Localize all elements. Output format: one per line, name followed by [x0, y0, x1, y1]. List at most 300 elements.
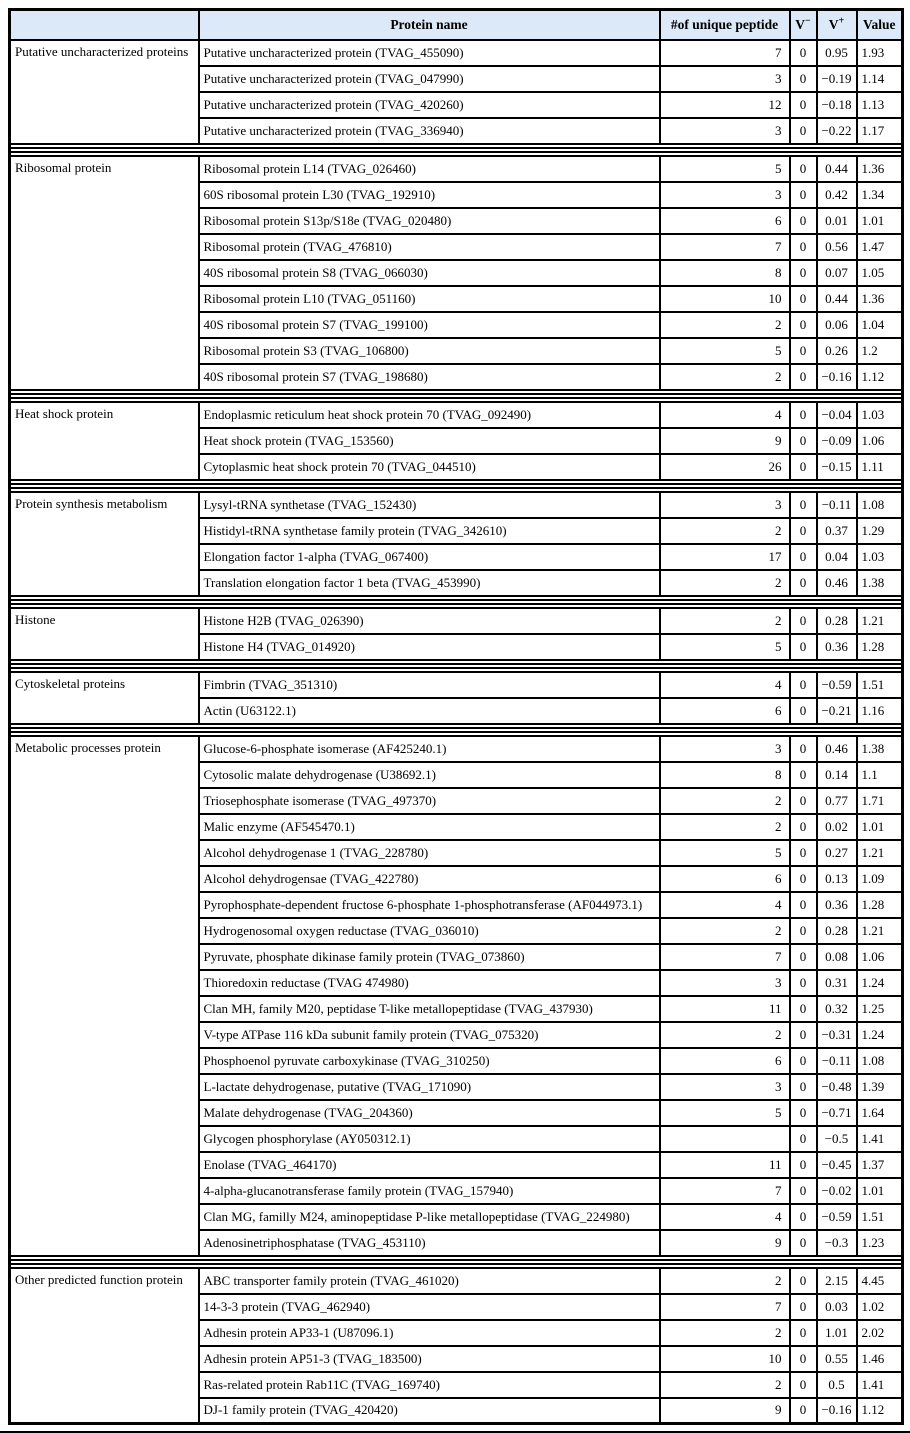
protein-name-cell: Cytosolic malate dehydrogenase (U38692.1) [199, 762, 660, 788]
protein-name-cell: Pyruvate, phosphate dikinase family protein (TVAG_073860) [199, 944, 660, 970]
v-minus-cell: 0 [790, 1268, 817, 1294]
value-cell: 1.03 [857, 402, 903, 428]
peptide-count-cell: 3 [660, 492, 790, 518]
v-plus-cell: 0.07 [817, 260, 857, 286]
protein-name-cell: ABC transporter family protein (TVAG_461020) [199, 1268, 660, 1294]
double-rule [11, 147, 901, 153]
v-minus-base: V [795, 16, 806, 32]
v-plus-cell: 0.02 [817, 814, 857, 840]
v-plus-cell: −0.16 [817, 1398, 857, 1424]
v-plus-cell: 0.42 [817, 182, 857, 208]
protein-row [10, 608, 903, 634]
value-cell: 1.12 [857, 364, 903, 390]
peptide-count-cell: 7 [660, 1178, 790, 1204]
category-cell: Putative uncharacterized proteins [10, 40, 199, 144]
value-cell: 1.36 [857, 156, 903, 182]
table-header [10, 10, 903, 40]
value-cell: 1.13 [857, 92, 903, 118]
protein-row [10, 40, 903, 66]
value-cell: 1.39 [857, 1074, 903, 1100]
value-cell: 1.01 [857, 814, 903, 840]
header-v-minus [790, 10, 817, 40]
v-plus-cell: −0.59 [817, 672, 857, 698]
value-cell: 1.01 [857, 208, 903, 234]
v-plus-cell: 0.44 [817, 156, 857, 182]
protein-name-cell: Alcohol dehydrogenase 1 (TVAG_228780) [199, 840, 660, 866]
v-plus-cell: 0.04 [817, 544, 857, 570]
v-minus-cell: 0 [790, 634, 817, 660]
protein-name-cell: L-lactate dehydrogenase, putative (TVAG_171090) [199, 1074, 660, 1100]
value-cell: 1.41 [857, 1372, 903, 1398]
value-cell: 1.37 [857, 1152, 903, 1178]
protein-name-cell: Phosphoenol pyruvate carboxykinase (TVAG_310250) [199, 1048, 660, 1074]
peptide-count-cell [660, 1126, 790, 1152]
protein-name-cell: Elongation factor 1-alpha (TVAG_067400) [199, 544, 660, 570]
peptide-count-cell: 5 [660, 338, 790, 364]
header-value: Value [857, 10, 903, 40]
peptide-count-cell: 3 [660, 736, 790, 762]
peptide-count-cell: 9 [660, 1398, 790, 1424]
v-plus-cell: 0.31 [817, 970, 857, 996]
value-cell: 1.1 [857, 762, 903, 788]
protein-name-cell: Heat shock protein (TVAG_153560) [199, 428, 660, 454]
v-minus-cell: 0 [790, 428, 817, 454]
protein-name-cell: Histidyl-tRNA synthetase family protein (TVAG_342610) [199, 518, 660, 544]
peptide-count-cell: 4 [660, 402, 790, 428]
double-rule [11, 1259, 901, 1265]
protein-name-cell: Ribosomal protein L14 (TVAG_026460) [199, 156, 660, 182]
value-cell: 1.38 [857, 736, 903, 762]
peptide-count-cell: 8 [660, 762, 790, 788]
value-cell: 1.08 [857, 492, 903, 518]
protein-name-cell: Actin (U63122.1) [199, 698, 660, 724]
value-cell: 1.12 [857, 1398, 903, 1424]
protein-name-cell: Malate dehydrogenase (TVAG_204360) [199, 1100, 660, 1126]
value-cell: 1.29 [857, 518, 903, 544]
v-minus-cell: 0 [790, 286, 817, 312]
v-plus-cell: −0.19 [817, 66, 857, 92]
protein-name-cell: Cytoplasmic heat shock protein 70 (TVAG_044510) [199, 454, 660, 480]
value-cell: 1.16 [857, 698, 903, 724]
section-separator [10, 660, 903, 672]
value-cell: 1.71 [857, 788, 903, 814]
v-plus-cell: 0.36 [817, 892, 857, 918]
protein-name-cell: Glycogen phosphorylase (AY050312.1) [199, 1126, 660, 1152]
v-minus-cell: 0 [790, 1346, 817, 1372]
v-plus-cell: −0.02 [817, 1178, 857, 1204]
v-minus-cell: 0 [790, 1372, 817, 1398]
value-cell: 1.93 [857, 40, 903, 66]
protein-name-cell: 60S ribosomal protein L30 (TVAG_192910) [199, 182, 660, 208]
v-minus-cell: 0 [790, 364, 817, 390]
peptide-count-cell: 6 [660, 1048, 790, 1074]
value-cell: 1.41 [857, 1126, 903, 1152]
protein-name-cell: 40S ribosomal protein S7 (TVAG_198680) [199, 364, 660, 390]
peptide-count-cell: 6 [660, 698, 790, 724]
v-plus-cell: 0.27 [817, 840, 857, 866]
v-minus-cell: 0 [790, 736, 817, 762]
peptide-count-cell: 7 [660, 944, 790, 970]
peptide-count-cell: 2 [660, 788, 790, 814]
v-minus-cell: 0 [790, 1294, 817, 1320]
v-minus-cell: 0 [790, 608, 817, 634]
v-minus-cell: 0 [790, 1230, 817, 1256]
v-plus-cell: 0.36 [817, 634, 857, 660]
peptide-count-cell: 4 [660, 672, 790, 698]
v-plus-cell: −0.04 [817, 402, 857, 428]
value-cell: 1.09 [857, 866, 903, 892]
v-plus-cell: 2.15 [817, 1268, 857, 1294]
category-cell: Metabolic processes protein [10, 736, 199, 1256]
v-plus-cell: 0.28 [817, 918, 857, 944]
peptide-count-cell: 9 [660, 428, 790, 454]
v-minus-cell: 0 [790, 814, 817, 840]
v-plus-cell: 0.37 [817, 518, 857, 544]
peptide-count-cell: 5 [660, 840, 790, 866]
protein-name-cell: 40S ribosomal protein S8 (TVAG_066030) [199, 260, 660, 286]
value-cell: 1.21 [857, 840, 903, 866]
protein-row [10, 156, 903, 182]
value-cell: 1.17 [857, 118, 903, 144]
v-minus-cell: 0 [790, 66, 817, 92]
peptide-count-cell: 2 [660, 1372, 790, 1398]
section-separator [10, 1256, 903, 1268]
double-rule [11, 393, 901, 399]
value-cell: 1.2 [857, 338, 903, 364]
protein-name-cell: 4-alpha-glucanotransferase family protein (TVAG_157940) [199, 1178, 660, 1204]
v-plus-cell: −0.11 [817, 492, 857, 518]
section-separator [10, 724, 903, 736]
peptide-count-cell: 2 [660, 518, 790, 544]
v-plus-cell: 0.44 [817, 286, 857, 312]
peptide-count-cell: 2 [660, 608, 790, 634]
peptide-count-cell: 3 [660, 970, 790, 996]
v-minus-cell: 0 [790, 182, 817, 208]
protein-name-cell: Ribosomal protein S3 (TVAG_106800) [199, 338, 660, 364]
v-plus-cell: 1.01 [817, 1320, 857, 1346]
peptide-count-cell: 4 [660, 892, 790, 918]
v-minus-cell: 0 [790, 156, 817, 182]
v-minus-cell: 0 [790, 1320, 817, 1346]
category-cell: Heat shock protein [10, 402, 199, 480]
v-plus-cell: −0.09 [817, 428, 857, 454]
peptide-count-cell: 3 [660, 182, 790, 208]
v-plus-cell: −0.16 [817, 364, 857, 390]
category-cell: Cytoskeletal proteins [10, 672, 199, 724]
v-minus-cell: 0 [790, 970, 817, 996]
value-cell: 1.14 [857, 66, 903, 92]
protein-name-cell: Adhesin protein AP33-1 (U87096.1) [199, 1320, 660, 1346]
v-minus-cell: 0 [790, 402, 817, 428]
peptide-count-cell: 2 [660, 1022, 790, 1048]
peptide-count-cell: 3 [660, 118, 790, 144]
category-cell: Protein synthesis metabolism [10, 492, 199, 596]
v-plus-cell: 0.46 [817, 570, 857, 596]
v-minus-cell: 0 [790, 918, 817, 944]
protein-name-cell: Adenosinetriphosphatase (TVAG_453110) [199, 1230, 660, 1256]
v-plus-cell: −0.18 [817, 92, 857, 118]
double-rule [11, 483, 901, 489]
protein-row [10, 1268, 903, 1294]
peptide-count-cell: 2 [660, 364, 790, 390]
v-minus-cell: 0 [790, 996, 817, 1022]
v-plus-cell: −0.21 [817, 698, 857, 724]
protein-name-cell: Putative uncharacterized protein (TVAG_047990) [199, 66, 660, 92]
v-plus-cell: −0.45 [817, 1152, 857, 1178]
v-minus-cell: 0 [790, 762, 817, 788]
double-rule [11, 663, 901, 669]
peptide-count-cell: 11 [660, 1152, 790, 1178]
value-cell: 1.28 [857, 892, 903, 918]
v-plus-cell: 0.56 [817, 234, 857, 260]
v-minus-cell: 0 [790, 840, 817, 866]
v-plus-sup: + [838, 15, 845, 27]
v-minus-cell: 0 [790, 1204, 817, 1230]
value-cell: 1.23 [857, 1230, 903, 1256]
v-minus-cell: 0 [790, 338, 817, 364]
protein-name-cell: 40S ribosomal protein S7 (TVAG_199100) [199, 312, 660, 338]
v-plus-cell: −0.11 [817, 1048, 857, 1074]
value-cell: 1.02 [857, 1294, 903, 1320]
protein-name-cell: Malic enzyme (AF545470.1) [199, 814, 660, 840]
protein-name-cell: Fimbrin (TVAG_351310) [199, 672, 660, 698]
protein-name-cell: Ribosomal protein S13p/S18e (TVAG_020480) [199, 208, 660, 234]
protein-name-cell: Histone H4 (TVAG_014920) [199, 634, 660, 660]
protein-name-cell: Ribosomal protein (TVAG_476810) [199, 234, 660, 260]
value-cell: 1.11 [857, 454, 903, 480]
value-cell: 1.64 [857, 1100, 903, 1126]
v-plus-cell: 0.03 [817, 1294, 857, 1320]
header-unique-peptide: #of unique peptide [660, 10, 790, 40]
protein-row [10, 736, 903, 762]
v-plus-cell: 0.01 [817, 208, 857, 234]
category-cell: Other predicted function protein [10, 1268, 199, 1424]
header-v-plus [817, 10, 857, 40]
peptide-count-cell: 17 [660, 544, 790, 570]
protein-name-cell: Triosephosphate isomerase (TVAG_497370) [199, 788, 660, 814]
v-minus-cell: 0 [790, 892, 817, 918]
v-plus-cell: −0.48 [817, 1074, 857, 1100]
section-separator-cell [10, 1256, 903, 1268]
value-cell: 1.24 [857, 1022, 903, 1048]
value-cell: 1.03 [857, 544, 903, 570]
value-cell: 1.06 [857, 944, 903, 970]
protein-name-cell: Alcohol dehydrogensae (TVAG_422780) [199, 866, 660, 892]
v-minus-cell: 0 [790, 208, 817, 234]
v-minus-cell: 0 [790, 1022, 817, 1048]
protein-name-cell: Ras-related protein Rab11C (TVAG_169740) [199, 1372, 660, 1398]
peptide-count-cell: 2 [660, 312, 790, 338]
value-cell: 1.38 [857, 570, 903, 596]
protein-name-cell: 14-3-3 protein (TVAG_462940) [199, 1294, 660, 1320]
v-minus-cell: 0 [790, 518, 817, 544]
protein-name-cell: Ribosomal protein L10 (TVAG_051160) [199, 286, 660, 312]
protein-name-cell: Histone H2B (TVAG_026390) [199, 608, 660, 634]
peptide-count-cell: 6 [660, 208, 790, 234]
v-plus-cell: −0.22 [817, 118, 857, 144]
v-plus-cell: −0.59 [817, 1204, 857, 1230]
peptide-count-cell: 2 [660, 918, 790, 944]
protein-name-cell: Enolase (TVAG_464170) [199, 1152, 660, 1178]
section-separator-cell [10, 724, 903, 736]
peptide-count-cell: 7 [660, 40, 790, 66]
peptide-count-cell: 8 [660, 260, 790, 286]
v-plus-cell: 0.14 [817, 762, 857, 788]
protein-row [10, 672, 903, 698]
v-minus-cell: 0 [790, 944, 817, 970]
protein-name-cell: Clan MH, family M20, peptidase T-like metallopeptidase (TVAG_437930) [199, 996, 660, 1022]
value-cell: 1.36 [857, 286, 903, 312]
value-cell: 1.21 [857, 608, 903, 634]
peptide-count-cell: 12 [660, 92, 790, 118]
v-minus-cell: 0 [790, 788, 817, 814]
section-separator-cell [10, 144, 903, 156]
v-minus-cell: 0 [790, 1048, 817, 1074]
v-plus-cell: 0.08 [817, 944, 857, 970]
section-separator-cell [10, 660, 903, 672]
value-cell: 1.24 [857, 970, 903, 996]
peptide-count-cell: 4 [660, 1204, 790, 1230]
v-minus-cell: 0 [790, 312, 817, 338]
value-cell: 1.51 [857, 1204, 903, 1230]
section-separator [10, 480, 903, 492]
value-cell: 1.46 [857, 1346, 903, 1372]
protein-name-cell: Translation elongation factor 1 beta (TVAG_453990) [199, 570, 660, 596]
value-cell: 1.28 [857, 634, 903, 660]
v-plus-cell: −0.31 [817, 1022, 857, 1048]
v-plus-cell: 0.5 [817, 1372, 857, 1398]
v-minus-cell: 0 [790, 492, 817, 518]
peptide-count-cell: 26 [660, 454, 790, 480]
v-minus-cell: 0 [790, 260, 817, 286]
peptide-count-cell: 5 [660, 634, 790, 660]
peptide-count-cell: 11 [660, 996, 790, 1022]
double-rule [11, 599, 901, 605]
peptide-count-cell: 3 [660, 1074, 790, 1100]
peptide-count-cell: 6 [660, 866, 790, 892]
v-minus-cell: 0 [790, 1074, 817, 1100]
protein-name-cell: Endoplasmic reticulum heat shock protein 70 (TVAG_092490) [199, 402, 660, 428]
v-plus-cell: 0.06 [817, 312, 857, 338]
protein-name-cell: Thioredoxin reductase (TVAG 474980) [199, 970, 660, 996]
v-minus-cell: 0 [790, 570, 817, 596]
v-minus-cell: 0 [790, 454, 817, 480]
peptide-count-cell: 5 [660, 1100, 790, 1126]
v-minus-cell: 0 [790, 40, 817, 66]
value-cell: 1.25 [857, 996, 903, 1022]
v-minus-cell: 0 [790, 672, 817, 698]
value-cell: 1.21 [857, 918, 903, 944]
peptide-count-cell: 2 [660, 1268, 790, 1294]
category-cell: Ribosomal protein [10, 156, 199, 390]
protein-name-cell: Clan MG, familly M24, aminopeptidase P-like metallopeptidase (TVAG_224980) [199, 1204, 660, 1230]
value-cell: 1.34 [857, 182, 903, 208]
value-cell: 1.08 [857, 1048, 903, 1074]
v-plus-cell: 0.77 [817, 788, 857, 814]
value-cell: 1.47 [857, 234, 903, 260]
header-category [10, 10, 199, 40]
v-minus-cell: 0 [790, 544, 817, 570]
peptide-count-cell: 7 [660, 234, 790, 260]
v-minus-cell: 0 [790, 866, 817, 892]
v-plus-base: V [828, 16, 839, 32]
value-cell: 2.02 [857, 1320, 903, 1346]
v-plus-cell: 0.28 [817, 608, 857, 634]
protein-name-cell: Pyrophosphate-dependent fructose 6-phosphate 1-phosphotransferase (AF044973.1) [199, 892, 660, 918]
v-plus-cell: 0.26 [817, 338, 857, 364]
v-minus-cell: 0 [790, 1398, 817, 1424]
peptide-count-cell: 9 [660, 1230, 790, 1256]
section-separator-cell [10, 390, 903, 402]
header-protein-name: Protein name [199, 10, 660, 40]
peptide-count-cell: 3 [660, 66, 790, 92]
peptide-count-cell: 2 [660, 1320, 790, 1346]
protein-name-cell: Putative uncharacterized protein (TVAG_336940) [199, 118, 660, 144]
double-rule [11, 727, 901, 733]
v-plus-cell: −0.5 [817, 1126, 857, 1152]
v-minus-cell: 0 [790, 1178, 817, 1204]
v-minus-cell: 0 [790, 1100, 817, 1126]
v-plus-cell: −0.71 [817, 1100, 857, 1126]
v-plus-cell: 0.46 [817, 736, 857, 762]
v-minus-sup: − [805, 15, 811, 27]
section-separator-cell [10, 596, 903, 608]
v-plus-cell: 0.55 [817, 1346, 857, 1372]
protein-table [8, 8, 904, 1425]
protein-name-cell: Lysyl-tRNA synthetase (TVAG_152430) [199, 492, 660, 518]
v-plus-cell: 0.13 [817, 866, 857, 892]
v-plus-cell: 0.95 [817, 40, 857, 66]
protein-name-cell: Glucose-6-phosphate isomerase (AF425240.1) [199, 736, 660, 762]
value-cell: 1.06 [857, 428, 903, 454]
protein-name-cell: Putative uncharacterized protein (TVAG_455090) [199, 40, 660, 66]
section-separator [10, 144, 903, 156]
v-plus-cell: 0.32 [817, 996, 857, 1022]
protein-row [10, 492, 903, 518]
v-minus-cell: 0 [790, 92, 817, 118]
peptide-count-cell: 2 [660, 814, 790, 840]
peptide-count-cell: 2 [660, 570, 790, 596]
v-minus-cell: 0 [790, 118, 817, 144]
protein-name-cell: Hydrogenosomal oxygen reductase (TVAG_036010) [199, 918, 660, 944]
value-cell: 1.51 [857, 672, 903, 698]
protein-name-cell: DJ-1 family protein (TVAG_420420) [199, 1398, 660, 1424]
section-separator-cell [10, 480, 903, 492]
protein-row [10, 402, 903, 428]
section-separator [10, 596, 903, 608]
protein-name-cell: V-type ATPase 116 kDa subunit family protein (TVAG_075320) [199, 1022, 660, 1048]
protein-table-body [10, 40, 903, 1424]
peptide-count-cell: 7 [660, 1294, 790, 1320]
section-separator [10, 390, 903, 402]
value-cell: 1.01 [857, 1178, 903, 1204]
peptide-count-cell: 10 [660, 286, 790, 312]
v-plus-cell: −0.15 [817, 454, 857, 480]
v-minus-cell: 0 [790, 1126, 817, 1152]
v-minus-cell: 0 [790, 698, 817, 724]
protein-name-cell: Adhesin protein AP51-3 (TVAG_183500) [199, 1346, 660, 1372]
v-minus-cell: 0 [790, 234, 817, 260]
v-minus-cell: 0 [790, 1152, 817, 1178]
category-cell: Histone [10, 608, 199, 660]
protein-name-cell: Putative uncharacterized protein (TVAG_420260) [199, 92, 660, 118]
value-cell: 1.05 [857, 260, 903, 286]
peptide-count-cell: 5 [660, 156, 790, 182]
v-plus-cell: −0.3 [817, 1230, 857, 1256]
value-cell: 4.45 [857, 1268, 903, 1294]
peptide-count-cell: 10 [660, 1346, 790, 1372]
value-cell: 1.04 [857, 312, 903, 338]
